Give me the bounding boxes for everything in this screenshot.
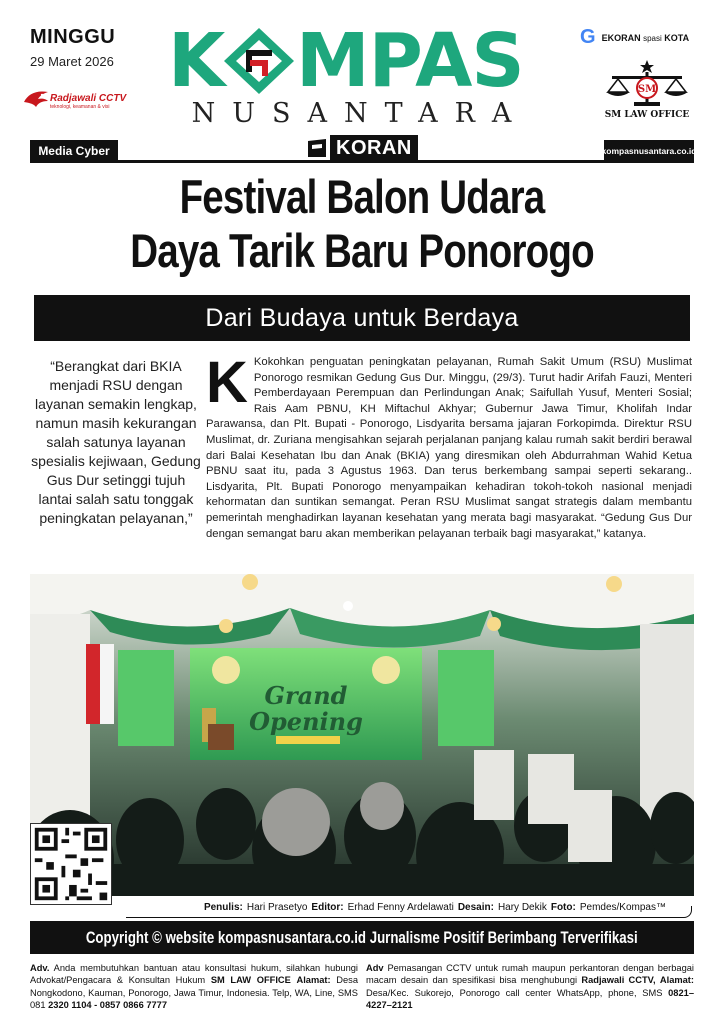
headline-line-2: Daya Tarik Baru Ponorogo <box>130 224 594 277</box>
design-name: Hary Dekik <box>497 901 547 913</box>
brand-subtitle: NUSANTARA <box>191 98 529 129</box>
headline-line-1: Festival Balon Udara <box>179 170 545 223</box>
koran-label: KORAN <box>330 135 418 162</box>
ad-right-phone: 0821–4227–2121 <box>366 987 694 1010</box>
ad-right-company: Radjawali CCTV, <box>581 975 656 986</box>
brand-word-right: MPAS <box>296 18 524 104</box>
event-photo <box>30 574 694 896</box>
kompas-emblem-icon <box>222 26 296 96</box>
copyright-text: Copyright © website kompasnusantara.co.id Jurnalisme Positif Berimbang Terverifikasi <box>86 927 638 947</box>
ad-left-address: Desa Nongkodono, Kauman, Ponorogo, Jawa Timur, Indonesia. Telp, WA, Line, SMS 081 <box>30 975 358 1010</box>
ad-left-phone: 2320 1104 - 0857 0866 7777 <box>48 999 168 1010</box>
editor-label: Editor: <box>311 901 344 913</box>
ad-left-label: Adv. <box>30 963 50 973</box>
photo-label: Foto: <box>550 901 576 913</box>
headline <box>90 170 634 278</box>
credits-line <box>30 896 694 918</box>
ad-left-text: Anda membutuhkan bantuan atau konsultasi hukum, silahkan hubungi Advokat/Pengacara & Konsultan Hukum <box>30 963 358 986</box>
google-ekoran-badge <box>580 26 689 49</box>
koran-section-tag <box>306 134 418 162</box>
copyright-bar <box>30 921 694 954</box>
photo-credit: Pemdes/Kompas™ <box>579 901 666 913</box>
masthead-logo <box>168 18 548 128</box>
ad-right-label: Adv <box>366 963 384 973</box>
ad-right-address-label: Alamat: <box>659 975 695 986</box>
qr-code-icon <box>31 824 111 904</box>
ad-right-text: Pemasangan CCTV untuk rumah maupun perkantoran dengan berbagai macam desain dan spesifikasi bisa menghubungi <box>366 963 694 986</box>
drop-cap: K <box>206 350 248 415</box>
radjawali-cctv-logo <box>22 86 140 116</box>
pull-quote: “Berangkat dari BKIA menjadi RSU dengan layanan semakin lengkap, namun masih kekurangan salah satunya layanan spesialis kejiwaan, Gedung Gus Dur setinggi tujuh lantai salah satu tonggak peningkatan pelayanan,” <box>31 358 201 526</box>
section-tag-left: Media Cyber <box>30 140 118 162</box>
design-label: Desain: <box>457 901 494 913</box>
ekoran-kota: KOTA <box>664 32 690 43</box>
writer-label: Penulis: <box>203 901 243 913</box>
edition-date: 29 Maret 2026 <box>30 54 114 69</box>
sponsor-tagline: teknologi, keamanan & visi <box>50 103 110 110</box>
ekoran-spasi: spasi <box>643 33 662 43</box>
ekoran-word: EKORAN <box>601 32 641 43</box>
qr-code[interactable] <box>30 823 112 905</box>
svg-text:SM: SM <box>637 84 657 95</box>
ad-right-address: Desa/Kec. Sukorejo, Ponorogo call center WhatsApp, phone, SMS <box>366 987 663 998</box>
writer-name: Hari Prasetyo <box>246 901 308 913</box>
edition-day: MINGGU <box>30 26 116 48</box>
eagle-icon <box>22 88 50 114</box>
ad-cctv <box>366 962 694 1011</box>
editor-name: Erhad Fenny Ardelawati <box>347 901 454 913</box>
koran-flag-icon <box>306 137 328 159</box>
ad-law-office <box>30 962 358 1011</box>
google-icon: G <box>580 26 596 48</box>
website-tag[interactable]: kompasnusantara.co.id <box>604 140 694 162</box>
sm-law-office-logo <box>604 58 690 124</box>
sponsor-name: Radjawali CCTV <box>50 92 127 104</box>
brand-word-left: K <box>168 18 225 104</box>
article-text: Kokohkan penguatan peningkatan pelayanan, Rumah Sakit Umum (RSU) Muslimat Ponorogo resmikan Gedung Gus Dur. Minggu, (29/3). Turut hadir Arifah Fauzi, Menteri Pemberdayaan Perempuan dan Perlindungan Anak; Saifullah Yusuf, Menteri Sosial; Rais Aam PBNU, KH Miftachul Akhyar; Gubernur Jawa Timur, Kholifah Indar Parawansa, dan Plt. Bupati - Ponorogo, Lisdyarita bersama jajaran Forkopimda. Direktur RSU Muslimat, dr. Zuriana mengisahkan sejarah perjalanan panjang kalau rumah sakit berdiri berawal dari Balai Kesehatan Ibu dan Anak (BKIA) yang diresmikan oleh Abdurrahman Wahid Ketua PBNU saat itu, pada 3 Agustus 1963. Dan terus berkembang sampai seperti sekarang.. Lisdyarita, Plt. Bupati Ponorogo menyampaikan kehadiran tokoh-tokoh nasional menjadi kehormatan dan suntikan semangat. Peran RSU Muslimat sangat strategis dalam membantu pemerintah menghadirkan layanan kesehatan yang merata bagi masyarakat. “Gedung Gus Dur dengan semangat baru akan memberikan pelayanan terbaik bagi masyarakat,” katanya. <box>206 356 692 540</box>
screen-grand: Grand <box>264 681 348 710</box>
ekoran-text <box>602 33 690 43</box>
subheadline-bar: Dari Budaya untuk Berdaya <box>34 295 690 341</box>
ad-left-address-label: Alamat: <box>296 975 331 986</box>
screen-opening: Opening <box>249 707 363 736</box>
grand-opening-photo <box>30 574 694 896</box>
scales-of-justice-icon <box>604 58 690 110</box>
law-office-label: SM LAW OFFICE <box>604 110 690 120</box>
article-body <box>206 350 692 542</box>
ad-left-office: SM LAW OFFICE <box>210 975 291 986</box>
